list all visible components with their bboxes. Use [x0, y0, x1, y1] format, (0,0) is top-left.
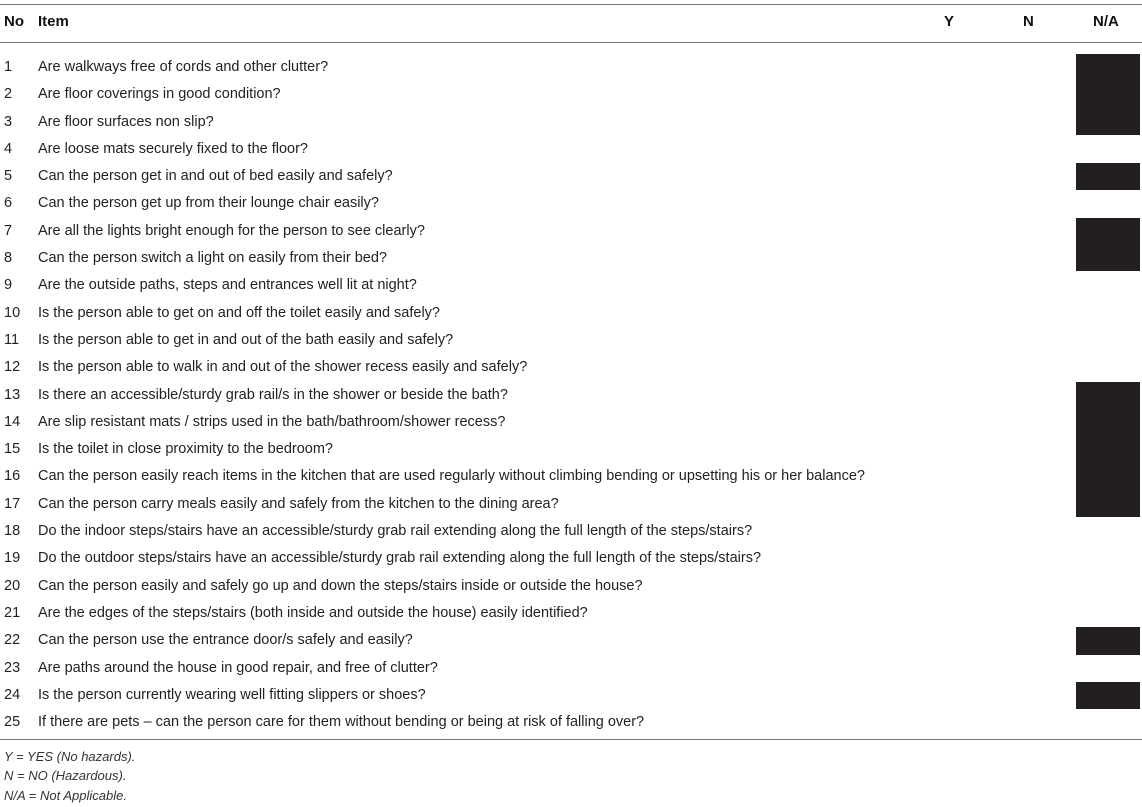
row-item-text: Do the outdoor steps/stairs have an accessible/sturdy grab rail extending along the full length of the steps/stairs? — [38, 550, 762, 567]
table-row — [0, 162, 1142, 189]
table-row — [0, 517, 1142, 544]
row-number: 14 — [4, 413, 21, 430]
row-item-text: If there are pets – can the person care for them without bending or being at risk of falling over? — [38, 714, 645, 731]
table-row — [0, 572, 1142, 599]
row-item-text: Can the person get up from their lounge chair easily? — [38, 195, 379, 212]
row-number: 17 — [4, 495, 21, 512]
row-item-text: Do the indoor steps/stairs have an accessible/sturdy grab rail extending along the full length of the steps/stairs? — [38, 523, 753, 540]
row-item-text: Is the person currently wearing well fitting slippers or shoes? — [38, 686, 426, 703]
row-item-text: Are paths around the house in good repair, and free of clutter? — [38, 659, 438, 676]
na-shaded-cell — [1076, 163, 1140, 190]
row-number: 8 — [4, 250, 13, 267]
row-item-text: Can the person easily and safely go up and down the steps/stairs inside or outside the house? — [38, 577, 643, 594]
row-number: 12 — [4, 359, 21, 376]
row-item-text: Is the person able to get on and off the toilet easily and safely? — [38, 304, 440, 321]
table-row — [0, 80, 1142, 107]
table-row — [0, 353, 1142, 380]
na-shaded-cell — [1076, 435, 1140, 462]
na-shaded-cell — [1076, 54, 1140, 81]
na-shaded-cell — [1076, 244, 1140, 271]
table-bottom-rule — [0, 739, 1142, 740]
row-number: 10 — [4, 304, 21, 321]
header-not-applicable: N/A — [1093, 13, 1119, 30]
na-shaded-cell — [1076, 490, 1140, 517]
row-number: 11 — [4, 331, 20, 348]
row-item-text: Is the person able to walk in and out of the shower recess easily and safely? — [38, 359, 528, 376]
table-row — [0, 708, 1142, 735]
row-item-text: Can the person switch a light on easily from their bed? — [38, 250, 387, 267]
table-row — [0, 599, 1142, 626]
row-item-text: Can the person get in and out of bed easily and safely? — [38, 168, 393, 185]
table-row — [0, 108, 1142, 135]
table-row — [0, 544, 1142, 571]
row-item-text: Is the person able to get in and out of the bath easily and safely? — [38, 331, 454, 348]
table-top-rule — [0, 4, 1142, 5]
footnotes — [4, 747, 135, 805]
header-no: No — [4, 13, 24, 30]
table-row — [0, 626, 1142, 653]
row-number: 21 — [4, 604, 21, 621]
row-item-text: Are all the lights bright enough for the person to see clearly? — [38, 222, 425, 239]
table-row — [0, 462, 1142, 489]
row-item-text: Are the outside paths, steps and entrances well lit at night? — [38, 277, 417, 294]
na-shaded-cell — [1076, 682, 1140, 709]
row-number: 7 — [4, 222, 13, 239]
row-item-text: Are loose mats securely fixed to the floor? — [38, 140, 308, 157]
na-shaded-cell — [1076, 218, 1140, 245]
na-shaded-cell — [1076, 80, 1140, 107]
table-row — [0, 490, 1142, 517]
row-item-text: Are floor surfaces non slip? — [38, 113, 214, 130]
table-row — [0, 189, 1142, 216]
na-shaded-cell — [1076, 382, 1140, 409]
row-item-text: Are walkways free of cords and other clutter? — [38, 59, 329, 75]
na-shaded-cell — [1076, 408, 1140, 435]
table-row — [0, 244, 1142, 271]
row-number: 15 — [4, 441, 21, 458]
table-row — [0, 271, 1142, 298]
table-row — [0, 435, 1142, 462]
row-number: 9 — [4, 277, 13, 294]
row-number: 23 — [4, 659, 21, 676]
table-row — [0, 681, 1142, 708]
footnote-no: N = NO (Hazardous). — [4, 768, 127, 784]
na-shaded-cell — [1076, 462, 1140, 489]
row-number: 20 — [4, 577, 21, 594]
table-row — [0, 326, 1142, 353]
row-number: 22 — [4, 632, 21, 649]
row-number: 1 — [4, 59, 13, 75]
row-number: 19 — [4, 550, 21, 567]
table-row — [0, 408, 1142, 435]
header-item: Item — [38, 13, 69, 30]
table-row — [0, 53, 1142, 80]
table-row — [0, 381, 1142, 408]
table-row — [0, 135, 1142, 162]
row-item-text: Can the person use the entrance door/s safely and easily? — [38, 632, 413, 649]
footnote-na: N/A = Not Applicable. — [4, 787, 127, 803]
header-yes: Y — [944, 13, 955, 30]
na-shaded-cell — [1076, 627, 1140, 654]
row-number: 18 — [4, 523, 21, 540]
na-shaded-cell — [1076, 108, 1140, 135]
row-item-text: Can the person easily reach items in the kitchen that are used regularly without climbing bending or upsetting his or her balance? — [38, 468, 865, 485]
row-number: 13 — [4, 386, 21, 403]
row-number: 24 — [4, 686, 21, 703]
row-item-text: Are floor coverings in good condition? — [38, 86, 281, 103]
row-item-text: Are slip resistant mats / strips used in the bath/bathroom/shower recess? — [38, 413, 506, 430]
header-no-answer: N — [1023, 13, 1034, 30]
row-number: 16 — [4, 468, 21, 485]
table-body — [0, 53, 1142, 735]
row-number: 5 — [4, 168, 13, 185]
table-row — [0, 654, 1142, 681]
row-item-text: Can the person carry meals easily and safely from the kitchen to the dining area? — [38, 495, 559, 512]
row-number: 2 — [4, 86, 13, 103]
row-number: 25 — [4, 714, 21, 731]
row-number: 4 — [4, 140, 13, 157]
row-number: 6 — [4, 195, 13, 212]
header-rule — [0, 42, 1142, 43]
row-item-text: Is there an accessible/sturdy grab rail/s in the shower or beside the bath? — [38, 386, 508, 403]
table-row — [0, 299, 1142, 326]
table-row — [0, 217, 1142, 244]
footnote-yes: Y = YES (No hazards). — [4, 749, 136, 764]
row-item-text: Are the edges of the steps/stairs (both inside and outside the house) easily identified? — [38, 604, 588, 621]
row-item-text: Is the toilet in close proximity to the bedroom? — [38, 441, 333, 458]
row-number: 3 — [4, 113, 13, 130]
